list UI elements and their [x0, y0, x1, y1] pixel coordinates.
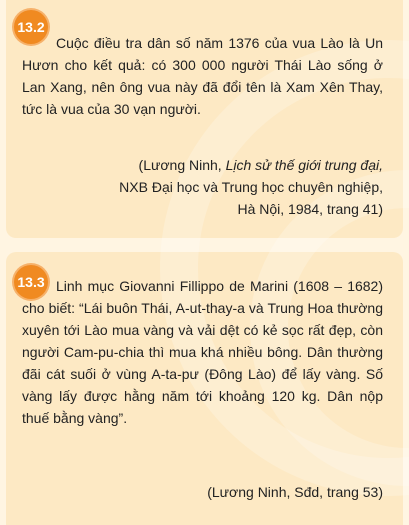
citation-author: (Lương Ninh,	[138, 157, 226, 173]
citation-place-year: Hà Nội, 1984, trang 41)	[237, 201, 383, 217]
citation-line	[60, 154, 383, 176]
citation	[60, 154, 383, 220]
excerpt-text: Cuộc điều tra dân số năm 1376 của vua Lào là Un Hươn cho kết quả: có 300 000 người Thái Lào sống ở Lan Xang, nên ông vua này đã đổi tên là Xam Xên Thay, tức là vua của 30 vạn người.	[22, 35, 383, 117]
section-number-badge: 13.2	[14, 10, 48, 44]
excerpt-text: Linh mục Giovanni Fillippo de Marini (1608 – 1682) cho biết: “Lái buôn Thái, A-ut-thay-a và Trung Hoa thường xuyên tới Lào mua vàng và vải dệt có kẻ sọc rất đẹp, còn người Cam-pu-chia thì mua khá nhiều bông. Dân thường đãi cát suối ở vùng A-ta-pư (Đông Lào) để lấy vàng. Số vàng lấy được hằng năm tới khoảng 120 kg. Dân nộp thuế bằng vàng”.	[22, 278, 383, 426]
citation-line: (Lương Ninh, Sđd, trang 53)	[207, 484, 383, 500]
citation-publisher: NXB Đại học và Trung học chuyên nghiệp,	[119, 179, 383, 195]
citation	[60, 481, 383, 503]
citation-book-title: Lịch sử thế giới trung đại,	[225, 157, 383, 173]
section-number-badge: 13.3	[14, 265, 48, 299]
